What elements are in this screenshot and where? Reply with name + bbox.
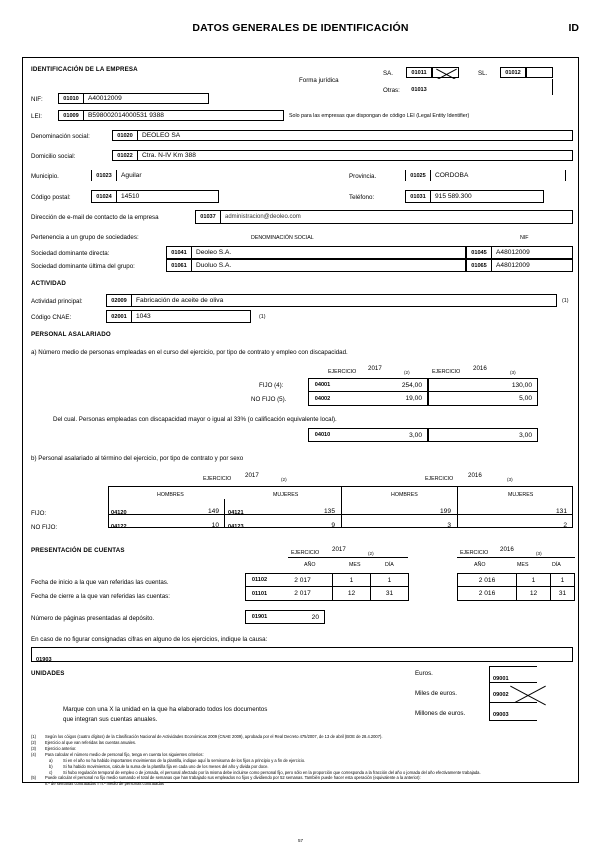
personnel-a-text: a) Número medio de personas empleadas en el curso del ejercicio, por tipo de contrato y empleo con discapacidad. [31,349,348,356]
accounts-row-1-pri-year[interactable]: 2 016 [457,587,517,601]
group-row-0-nif[interactable]: A48012009 [492,246,573,259]
actividad-principal-code: 02009 [106,294,132,307]
personnel-b-row-0-prior-m[interactable]: 131 [555,508,567,515]
pages-value[interactable]: 20 [273,610,325,624]
page-header [0,22,601,34]
email-value[interactable]: administracion@deoleo.com [221,210,573,224]
footnotes [31,734,573,787]
footnote-number: (5) [31,775,37,781]
unit-2-checkbox[interactable] [489,703,537,721]
sa-checkbox[interactable] [432,67,459,78]
page-number: 57 [297,838,304,843]
personnel-b-row-1-label: NO FIJO: [31,524,58,531]
footnote-text: Ejercicio anterior. [45,745,77,751]
unit-1-checkbox[interactable] [489,683,537,703]
personnel-a-row-1-code: 04002 [308,392,336,406]
accounts-note-prior: (3) [536,551,542,556]
telefono-value[interactable]: 915 589.300 [431,190,544,203]
accounts-col-year-current: AÑO [304,562,316,568]
otras-label: Otras: [383,87,400,94]
lei-value[interactable]: B598002014000531 9388 [84,110,284,121]
personnel-a-row-0-label: FIJO (4): [259,382,284,389]
nif-label: NIF: [31,96,43,103]
email-label: Dirección de e-mail de contacto de la empresa [31,214,159,221]
personnel-a-ejercicio-label-current: EJERCICIO [328,369,357,375]
footnote-number: (2) [31,739,37,745]
accounts-col-day-current: DÍA [385,562,394,568]
accounts-ejercicio-label-prior: EJERCICIO [460,550,489,556]
lei-code: 01009 [58,110,84,121]
municipio-label: Municipio. [31,173,59,180]
accounts-col-year-prior: AÑO [474,562,486,568]
actividad-principal-value[interactable]: Fabricación de aceite de oliva [132,294,557,307]
personnel-b-row-1-code-m: 04123 [228,524,244,530]
accounts-row-0-cur-month[interactable]: 1 [333,573,371,587]
personnel-b-note-prior: (3) [507,477,513,482]
personnel-b-row-0-current-h[interactable]: 149 [207,508,219,515]
personnel-b-row-1-current-m[interactable]: 9 [331,522,335,529]
footnote-number: (1) [31,734,37,739]
personnel-b-year-prior: 2016 [468,472,482,479]
units-instruction-line2: que integran sus cuentas anuales. [63,716,158,723]
telefono-label: Teléfono: [349,194,375,201]
personnel-disability-code: 04010 [308,428,336,442]
section-title-units: UNIDADES [31,670,65,677]
personnel-b-row-1-prior-h[interactable]: 3 [447,522,451,529]
actividad-principal-label: Actividad principal: [31,298,83,305]
personnel-b-row-0-code-m: 04121 [228,510,244,516]
group-row-0-label: Sociedad dominante directa: [31,250,110,257]
footnote-text: Ejercicio al que van referidas las cuentas anuales. [45,739,137,745]
cnae-note: (1) [259,314,266,320]
cnae-code: 02001 [106,310,132,323]
footnote-text: Puede calcular el personal no fijo medio sumando el total de semanas que han trabajado sus empleados no fijos y dividiendo por 52 semanas. También puede hacer esta operación (equivalente a la anterior): [45,775,421,781]
personnel-b-row-1-code-h: 04122 [111,524,127,530]
personnel-a-row-1-prior[interactable]: 5,00 [428,392,538,406]
nif-value[interactable]: A40012009 [84,93,209,104]
personnel-b-row-1-prior-m[interactable]: 2 [563,522,567,529]
personnel-disability-prior[interactable]: 3,00 [428,428,538,442]
personnel-a-row-0-code: 04001 [308,378,336,392]
personnel-a-note-prior: (3) [510,370,516,375]
personnel-disability-text: Del cual. Personas empleadas con discapacidad mayor o igual al 33% (o calificación equivalente local). [53,416,337,423]
section-title-company: IDENTIFICACIÓN DE LA EMPRESA [31,66,138,73]
cp-label: Código postal: [31,194,71,201]
page-title: DATOS GENERALES DE IDENTIFICACIÓN [192,22,409,34]
personnel-b-note-current: (2) [281,477,287,482]
cp-code: 01024 [91,190,117,203]
unit-1-label: Miles de euros. [415,690,457,697]
section-title-accounts: PRESENTACIÓN DE CUENTAS [31,547,125,554]
pages-label: Número de páginas presentadas al depósito. [31,615,155,622]
provincia-value[interactable]: CORDOBA [431,170,566,181]
divider-b-mid [341,486,342,528]
accounts-note-current: (2) [368,551,374,556]
group-row-1-name[interactable]: Duoluo S.A. [192,259,466,272]
group-denominacion-header: DENOMINACIÓN SOCIAL [251,235,314,241]
telefono-code: 01031 [405,190,431,203]
footnote-number: b) [49,763,53,769]
accounts-year-current: 2017 [332,546,346,553]
cause-label: En caso de no figurar consignadas cifras en alguno de los ejercicios, indique la causa: [31,636,268,643]
personnel-b-mujeres-header-current: MUJERES [273,492,299,498]
accounts-col-day-prior: DÍA [552,562,561,568]
sa-code: 01011 [406,67,432,78]
lei-label: LEI: [31,113,43,120]
cause-code: 01903 [36,657,52,663]
group-row-0-code: 01041 [166,246,192,259]
section-title-personnel: PERSONAL ASALARIADO [31,331,111,338]
personnel-b-hombres-header-prior: HOMBRES [391,492,418,498]
provincia-label: Provincia. [349,173,377,180]
personnel-a-year-current: 2017 [368,365,382,372]
footnote-text: Si hubo regulación temporal de empleo o de jornada, el personal afectado por la misma debe incluirse como personal fijo, pero sólo en la proporción que corresponda a la fracción del año o jornada del año efectivamente trabajada. [63,769,481,775]
footnote-number: a) [49,757,53,763]
lei-note: Solo para las empresas que dispongan de código LEI (Legal Entity Identifier) [289,113,470,119]
cp-value[interactable]: 14510 [117,190,219,203]
accounts-row-0-pri-year[interactable]: 2 016 [457,573,517,587]
legal-form-label: Forma jurídica [299,77,339,84]
accounts-row-0-label: Fecha de inicio a la que van referidas las cuentas. [31,579,169,586]
unit-0-checkbox[interactable] [489,666,537,683]
personnel-a-row-0-current[interactable]: 254,00 [336,378,428,392]
sa-check-x [435,68,458,79]
footnote-text: Si en el año no ha habido importantes movimientos de la plantilla, indique aquí la semisuma de los fijos a principio y a fin de ejercicio. [63,757,306,763]
accounts-row-1-code: 01101 [245,587,273,601]
group-row-1-label: Sociedad dominante última del grupo: [31,263,135,270]
accounts-row-1-cur-month[interactable]: 12 [333,587,371,601]
divider-b-prior [457,486,458,528]
accounts-row-1-cur-day[interactable]: 31 [371,587,409,601]
accounts-rule-current [288,557,408,558]
accounts-row-1-label: Fecha de cierre a la que van referidas las cuentas: [31,593,170,600]
footnote-text: Según los cóigos (cuatro dígitos) de la Clasificación Nacional de Actividades Económicas 2009 (CNAE 2009), aprobada por el Real Decreto 475/2007, de 13 de abril (BOE de 28.4.2007). [45,734,383,739]
cause-input[interactable] [31,647,573,662]
accounts-row-0-code: 01102 [245,573,273,587]
footnote-text: Para calcular el número medio de personal fijo, tenga en cuenta los siguientes criterios: [45,751,204,757]
form-frame [22,57,579,787]
group-row-1-code: 01061 [166,259,192,272]
personnel-b-ejercicio-label-prior: EJERCICIO [425,476,454,482]
personnel-a-ejercicio-label-prior: EJERCICIO [432,369,461,375]
footnote-item-formula [31,781,573,787]
denominacion-value[interactable]: DEOLEO SA [138,130,573,141]
unit-2-label: Millones de euros. [415,710,466,717]
accounts-row-1-pri-day[interactable]: 31 [551,587,575,601]
accounts-row-1-cur-year[interactable]: 2 017 [273,587,333,601]
personnel-b-row-0-code-h: 04120 [111,510,127,516]
accounts-col-month-current: MES [349,562,361,568]
section-title-activity: ACTIVIDAD [31,280,67,287]
accounts-row-0-cur-year[interactable]: 2 017 [273,573,333,587]
otras-checkbox[interactable] [432,79,553,95]
accounts-row-1-pri-month[interactable]: 12 [517,587,551,601]
footnote-number: c) [49,769,53,775]
denominacion-code: 01020 [112,130,138,141]
form-id-label: ID [568,22,579,34]
email-code: 01037 [195,210,221,224]
personnel-a-row-0-prior[interactable]: 130,00 [428,378,538,392]
domicilio-value[interactable]: Ctra. N-IV Km 388 [138,150,573,161]
municipio-code: 01023 [91,170,117,181]
personnel-a-row-1-current[interactable]: 19,00 [336,392,428,406]
denominacion-label: Denominación social: [31,133,90,140]
units-instruction-line1: Marque con una X la unidad en la que ha elaborado todos los documentos [63,706,268,713]
accounts-row-0-pri-month[interactable]: 1 [517,573,551,587]
accounts-row-0-cur-day[interactable]: 1 [371,573,409,587]
accounts-col-month-prior: MES [517,562,529,568]
footnote-number: (4) [31,751,37,757]
group-row-0-nif-code: 01045 [466,246,492,259]
cnae-value[interactable]: 1043 [132,310,251,323]
personnel-b-year-current: 2017 [245,472,259,479]
footnote-text: Si ha habido movimientos, calcule la suma de la plantilla fija en cada uno de los meses del año y divida por doce. [63,763,269,769]
sl-label: SL. [478,70,488,77]
unit-0-code: 09001 [493,676,509,682]
domicilio-label: Domicilio social: [31,153,76,160]
sl-code: 01012 [500,67,526,78]
personnel-a-row-1-label: NO FIJO (5). [251,396,287,403]
footnote-number [31,781,45,787]
divider-b-row [108,514,573,515]
pages-code: 01901 [245,610,273,624]
personnel-a-year-prior: 2016 [473,365,487,372]
footnote-text: n.º de semanas contratadas = n.º medio de personas contratadas [45,781,164,787]
personnel-b-row-0-prior-h[interactable]: 199 [439,508,451,515]
group-row-0-name[interactable]: Deoleo S.A. [192,246,466,259]
personnel-b-ejercicio-label-current: EJERCICIO [203,476,232,482]
unit-1-code: 09002 [493,692,509,698]
nif-code: 01010 [58,93,84,104]
domicilio-code: 01022 [112,150,138,161]
personnel-b-row-0-current-m[interactable]: 135 [323,508,335,515]
unit-2-code: 09003 [493,712,509,718]
provincia-code: 01025 [405,170,431,181]
personnel-a-note-current: (2) [404,370,410,375]
cnae-label: Código CNAE: [31,314,72,321]
group-nif-header: NIF [520,235,529,241]
actividad-principal-note: (1) [562,298,569,304]
personnel-b-mujeres-header-prior: MUJERES [508,492,534,498]
sa-label: SA. [383,70,393,77]
accounts-rule-prior [457,557,575,558]
personnel-b-row-0-label: FIJO: [31,510,47,517]
group-label: Pertenencia a un grupo de sociedades: [31,234,139,241]
accounts-row-0-pri-day[interactable]: 1 [551,573,575,587]
personnel-b-text: b) Personal asalariado al término del ejercicio, por tipo de contrato y por sexo [31,455,244,462]
otras-code: 01013 [406,84,432,95]
group-row-1-nif[interactable]: A48012009 [492,259,573,272]
unit-0-label: Euros. [415,670,433,677]
accounts-ejercicio-label-current: EJERCICIO [291,550,320,556]
personnel-b-hombres-header-current: HOMBRES [157,492,184,498]
unit-1-check-x [508,685,548,705]
group-row-1-nif-code: 01065 [466,259,492,272]
municipio-value[interactable]: Aguilar [117,170,317,181]
sl-checkbox[interactable] [526,67,553,78]
accounts-year-prior: 2016 [500,546,514,553]
personnel-b-row-1-current-h[interactable]: 10 [211,522,219,529]
personnel-disability-current[interactable]: 3,00 [336,428,428,442]
footnote-number: (3) [31,745,37,751]
